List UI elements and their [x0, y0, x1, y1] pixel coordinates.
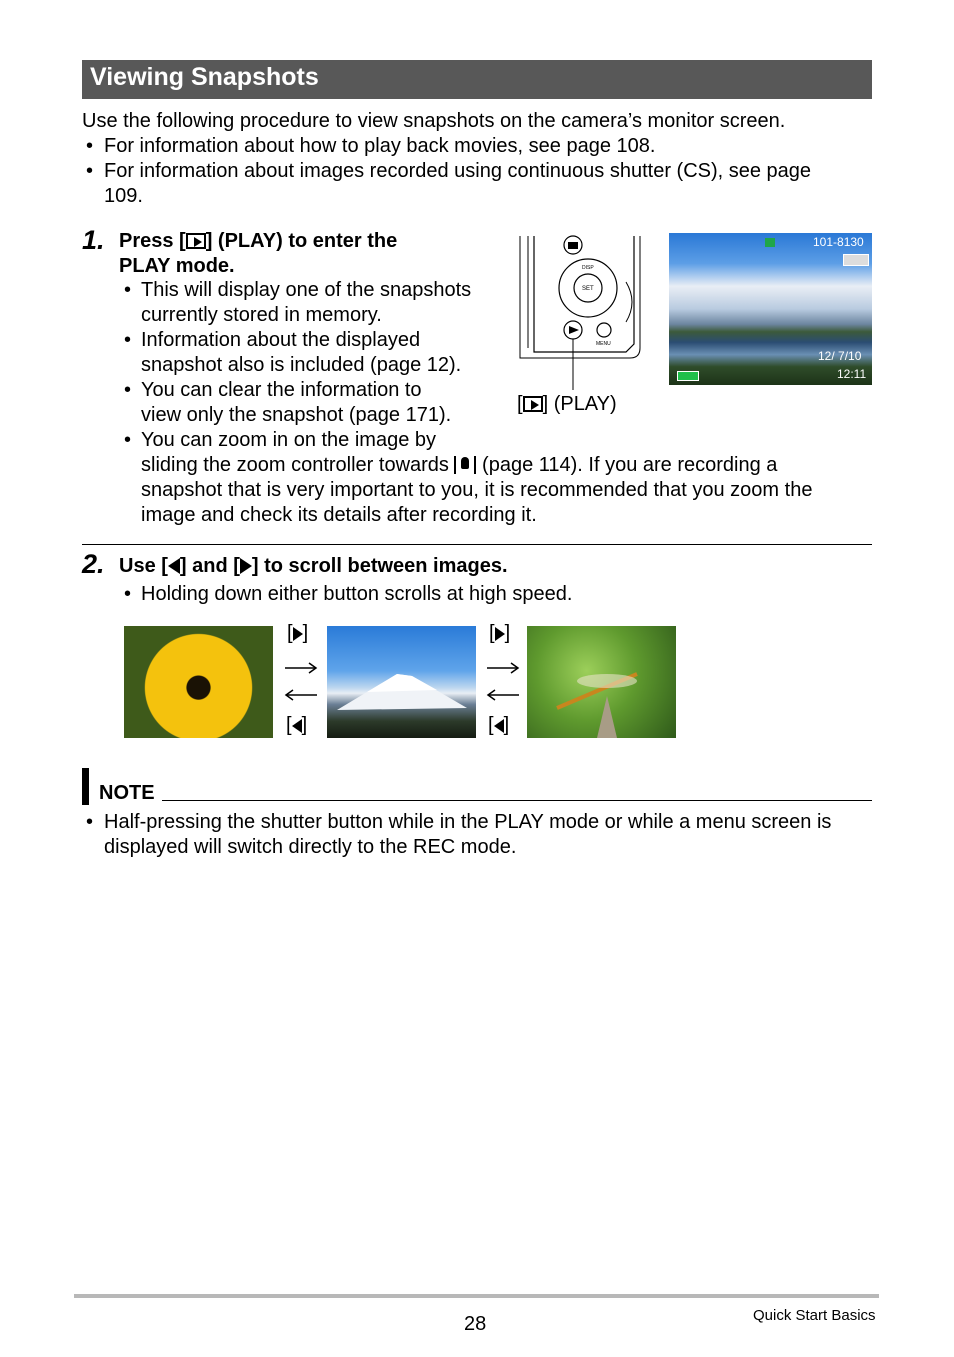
step-2-heading-mid: ] and [ — [179, 555, 240, 577]
divider — [82, 544, 872, 545]
play-icon — [523, 396, 543, 412]
left-arrow-icon — [494, 719, 504, 733]
note-rule — [162, 800, 872, 801]
bullet-dot: • — [124, 279, 132, 301]
step-1-number: 1. — [82, 225, 105, 255]
disp-label: DISP — [582, 265, 594, 271]
file-number: 101-8130 — [813, 235, 864, 249]
step1-bullet-3a: You can clear the information to — [141, 379, 422, 401]
dragonfly-shape — [527, 626, 676, 738]
mountain-shape — [327, 626, 476, 738]
step1-bullet-1a: This will display one of the snapshots — [141, 279, 472, 301]
left-arrow-icon — [168, 558, 180, 574]
left-key-label: [ ] — [488, 714, 510, 736]
bullet-dot: • — [124, 329, 132, 351]
step-2-heading-pre: Use [ — [119, 555, 168, 577]
zoom-line-post: (page 114). If you are recording a — [482, 454, 778, 476]
step1-zoom-line3: snapshot that is very important to you, it is recommended that you zoom the — [141, 479, 813, 501]
bullet-dot: • — [124, 379, 132, 401]
intro-text: Use the following procedure to view snapshots on the camera’s monitor screen. — [82, 110, 786, 132]
bullet-dot: • — [86, 811, 94, 833]
step-2-heading — [119, 554, 508, 579]
set-label: SET — [582, 286, 594, 292]
right-key-label: [ ] — [287, 622, 309, 644]
zoom-tele-icon — [454, 456, 476, 474]
mountain-photo — [327, 626, 476, 738]
bullet-dot: • — [86, 135, 94, 157]
scroll-arrows — [485, 660, 521, 704]
note-line-2: displayed will switch directly to the REC mode. — [104, 836, 517, 858]
note-line-1: Half-pressing the shutter button while in the PLAY mode or while a menu screen is — [104, 811, 832, 833]
step-2-number: 2. — [82, 549, 105, 579]
right-key-label: [ ] — [489, 622, 511, 644]
play-icon — [186, 233, 206, 249]
intro-bullet-2: For information about images recorded using continuous shutter (CS), see page — [104, 160, 812, 182]
playback-screen-photo — [669, 233, 872, 385]
note-marker — [82, 768, 89, 805]
footer-section: Quick Start Basics — [753, 1307, 876, 1324]
camera-back-diagram — [514, 232, 644, 392]
step1-bullet-2a: Information about the displayed — [141, 329, 421, 351]
section-title: Viewing Snapshots — [90, 63, 319, 91]
left-key-label: [ ] — [286, 714, 308, 736]
play-caption-text: (PLAY) — [553, 393, 617, 415]
step-1-heading-pre: Press [ — [119, 230, 186, 252]
step-1-heading-post: ] (PLAY) to enter the — [205, 230, 398, 252]
bullet-dot: • — [86, 160, 94, 182]
step-1-heading-line2: PLAY mode. — [119, 255, 235, 277]
left-arrow-icon — [292, 719, 302, 733]
step1-bullet-4a: You can zoom in on the image by — [141, 429, 437, 451]
menu-label: MENU — [596, 341, 611, 347]
step1-bullet-1b: currently stored in memory. — [141, 304, 382, 326]
intro-bullet-1: For information about how to play back movies, see page 108. — [104, 135, 656, 157]
note-label: NOTE — [99, 782, 155, 804]
flower-photo — [124, 626, 273, 738]
step-2-heading-post: ] to scroll between images. — [251, 555, 508, 577]
battery-icon — [677, 371, 699, 381]
bullet-dot: • — [124, 429, 132, 451]
footer-rule — [74, 1294, 879, 1298]
page-number: 28 — [464, 1313, 487, 1335]
step-1-heading — [119, 229, 397, 254]
step1-bullet-3b: view only the snapshot (page 171). — [141, 404, 452, 426]
right-arrow-icon — [495, 627, 505, 641]
scroll-arrows — [283, 660, 319, 704]
play-caption: [ ] (PLAY) — [517, 393, 617, 415]
right-arrow-icon — [240, 558, 252, 574]
step1-zoom-line — [141, 453, 777, 478]
step2-bullet: Holding down either button scrolls at high speed. — [141, 583, 573, 605]
step1-bullet-2b: snapshot also is included (page 12). — [141, 354, 462, 376]
dragonfly-photo — [527, 626, 676, 738]
section-title-bar — [82, 60, 872, 99]
right-arrow-icon — [293, 627, 303, 641]
screen-time: 12:11 — [837, 367, 867, 381]
play-mode-icon — [765, 238, 775, 247]
image-size-icon — [843, 254, 869, 266]
intro-bullet-2-cont: 109. — [104, 185, 143, 207]
zoom-line-pre: sliding the zoom controller towards — [141, 454, 449, 476]
step1-zoom-line4: image and check its details after recording it. — [141, 504, 537, 526]
bullet-dot: • — [124, 583, 132, 605]
screen-date: 12/ 7/10 — [818, 349, 862, 363]
